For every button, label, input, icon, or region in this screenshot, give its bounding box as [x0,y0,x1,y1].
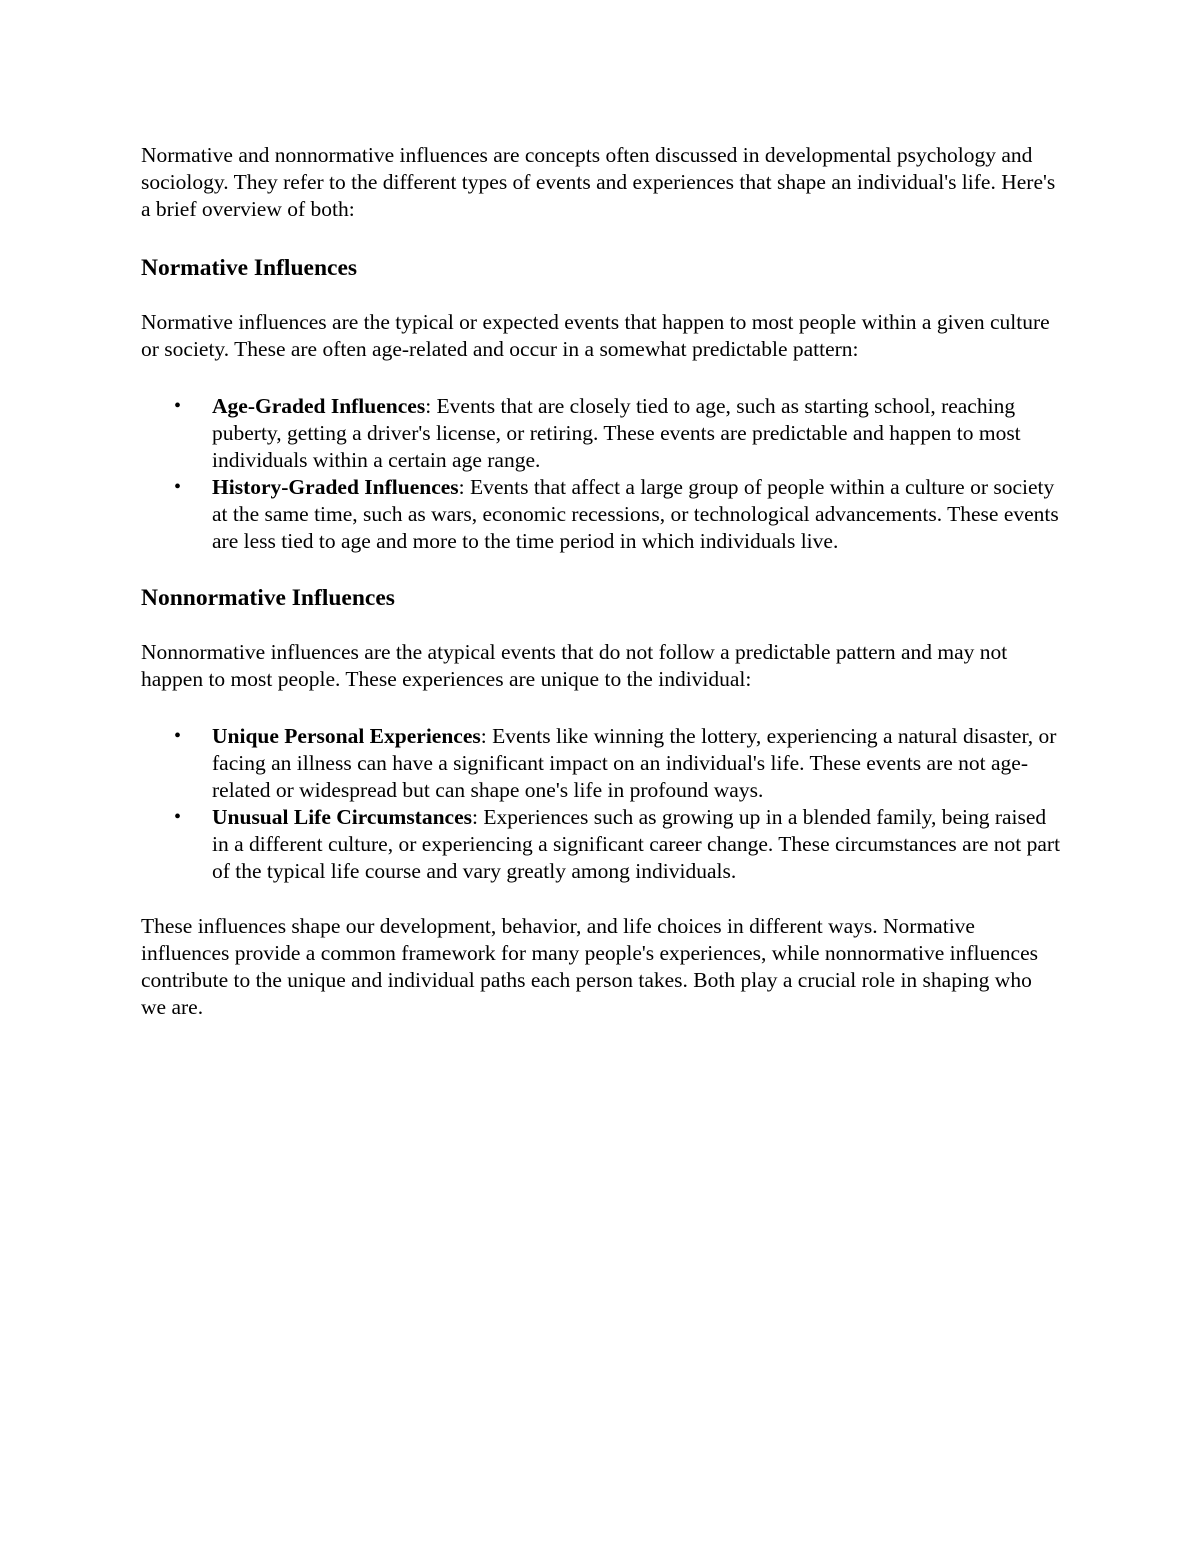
document-page [141,142,1061,1051]
normative-description: Normative influences are the typical or expected events that happen to most people within a given culture or society. These are often age-related and occur in a somewhat predictable pattern: [141,310,1050,361]
conclusion-paragraph: These influences shape our development, behavior, and life choices in different ways. Normative influences provide a common framework for many people's experiences, while nonnormative influences contribute to the unique and individual paths each person takes. Both play a crucial role in shaping who we are. [141,914,1039,1019]
bullet-icon: • [174,476,182,498]
intro-paragraph: Normative and nonnormative influences are concepts often discussed in developmental psychology and sociology. They refer to the different types of events and experiences that shape an individual's life. Here's a brief overview of both: [141,143,1056,221]
bullet-icon: • [174,725,182,747]
list-item-term: Unique Personal Experiences [212,724,481,748]
list-item-text: : Events like winning the lottery, experiencing a natural disaster, or facing an illness can have a significant impact on an individual's life. These events are not age-related or widespread but can shape one's life in profound ways. [212,724,1057,802]
list-item [141,474,1061,555]
normative-heading: Normative Influences [141,255,358,281]
bullet-icon: • [174,395,182,417]
list-item-term: History-Graded Influences [212,475,459,499]
normative-list [141,393,1061,555]
list-item-text: : Events that are closely tied to age, such as starting school, reaching puberty, getting a driver's license, or retiring. These events are predictable and happen to most individuals within a certain age range. [212,394,1021,472]
list-item [141,804,1061,885]
bullet-icon: • [174,806,182,828]
list-item-text: : Experiences such as growing up in a blended family, being raised in a different culture, or experiencing a significant career change. These circumstances are not part of the typical life course and vary greatly among individuals. [212,805,1061,883]
list-item-term: Unusual Life Circumstances [212,805,473,829]
list-item-term: Age-Graded Influences [212,394,426,418]
list-item [141,723,1061,804]
nonnormative-list [141,723,1061,885]
nonnormative-description: Nonnormative influences are the atypical events that do not follow a predictable pattern and may not happen to most people. These experiences are unique to the individual: [141,640,1008,691]
nonnormative-heading: Nonnormative Influences [141,585,395,611]
list-item-text: : Events that affect a large group of people within a culture or society at the same time, such as wars, economic recessions, or technological advancements. These events are less tied to age and more to the time period in which individuals live. [212,475,1059,553]
list-item [141,393,1061,474]
